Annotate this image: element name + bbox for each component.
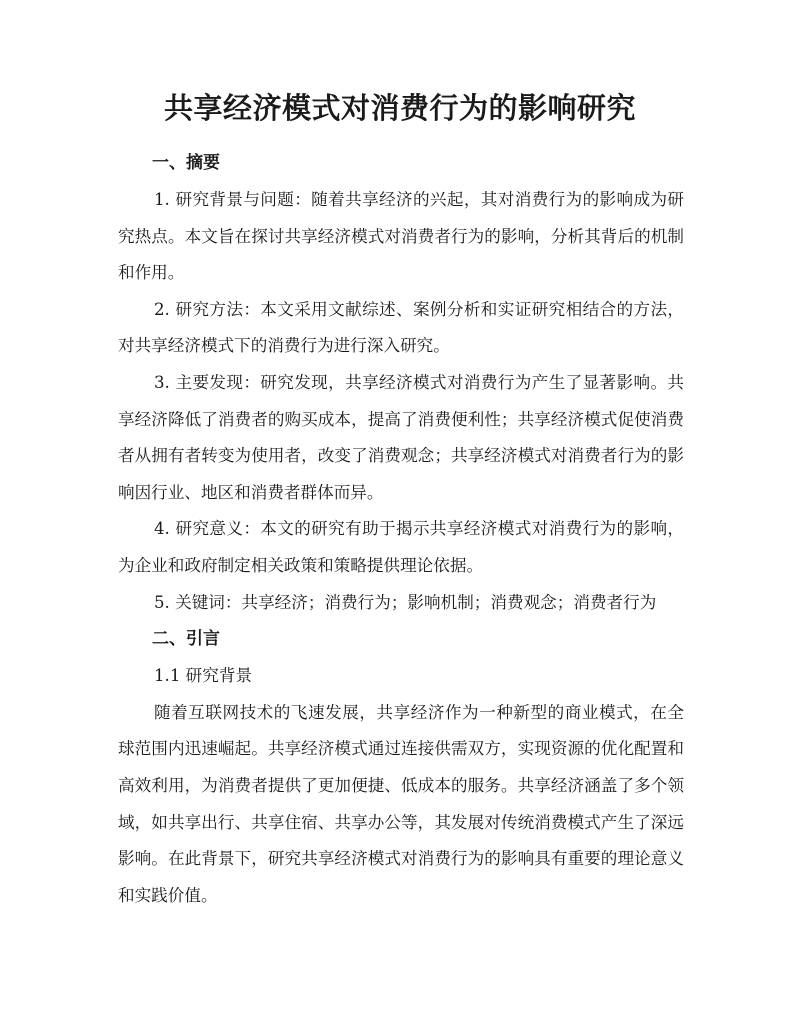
research-background-paragraph: 随着互联网技术的飞速发展，共享经济作为一种新型的商业模式，在全球范围内迅速崛起。共享经济模式通过连接供需双方，实现资源的优化配置和高效利用，为消费者提供了更加便捷、低成本的服务。共享经济涵盖了多个领域，如共享出行、共享住宿、共享办公等，其发展对传统消费模式产生了深远影响。在此背景下，研究共享经济模式对消费行为的影响具有重要的理论意义和实践价值。	[118, 702, 684, 905]
abstract-item-findings: 3. 主要发现：研究发现，共享经济模式对消费行为产生了显著影响。共享经济降低了消费者的购买成本，提高了消费便利性；共享经济模式促使消费者从拥有者转变为使用者，改变了消费观念；共享经济模式对消费者行为的影响因行业、地区和消费者群体而异。	[118, 372, 684, 502]
abstract-item-method: 2. 研究方法：本文采用文献综述、案例分析和实证研究相结合的方法，对共享经济模式下的消费行为进行深入研究。	[118, 299, 684, 356]
abstract-item-significance: 4. 研究意义：本文的研究有助于揭示共享经济模式对消费行为的影响，为企业和政府制定相关政策和策略提供理论依据。	[118, 519, 684, 575]
document-body	[118, 145, 684, 914]
research-background-subheading: 1.1 研究背景	[154, 666, 253, 686]
abstract-heading: 一、摘要	[152, 153, 220, 173]
document-title: 共享经济模式对消费行为的影响研究	[163, 91, 636, 125]
abstract-item-keywords: 5. 关键词：共享经济；消费行为；影响机制；消费观念；消费者行为	[154, 592, 657, 612]
abstract-item-background: 1. 研究背景与问题：随着共享经济的兴起，其对消费行为的影响成为研究热点。本文旨在探讨共享经济模式对消费者行为的影响，分析其背后的机制和作用。	[118, 190, 684, 283]
introduction-heading: 二、引言	[152, 629, 220, 650]
